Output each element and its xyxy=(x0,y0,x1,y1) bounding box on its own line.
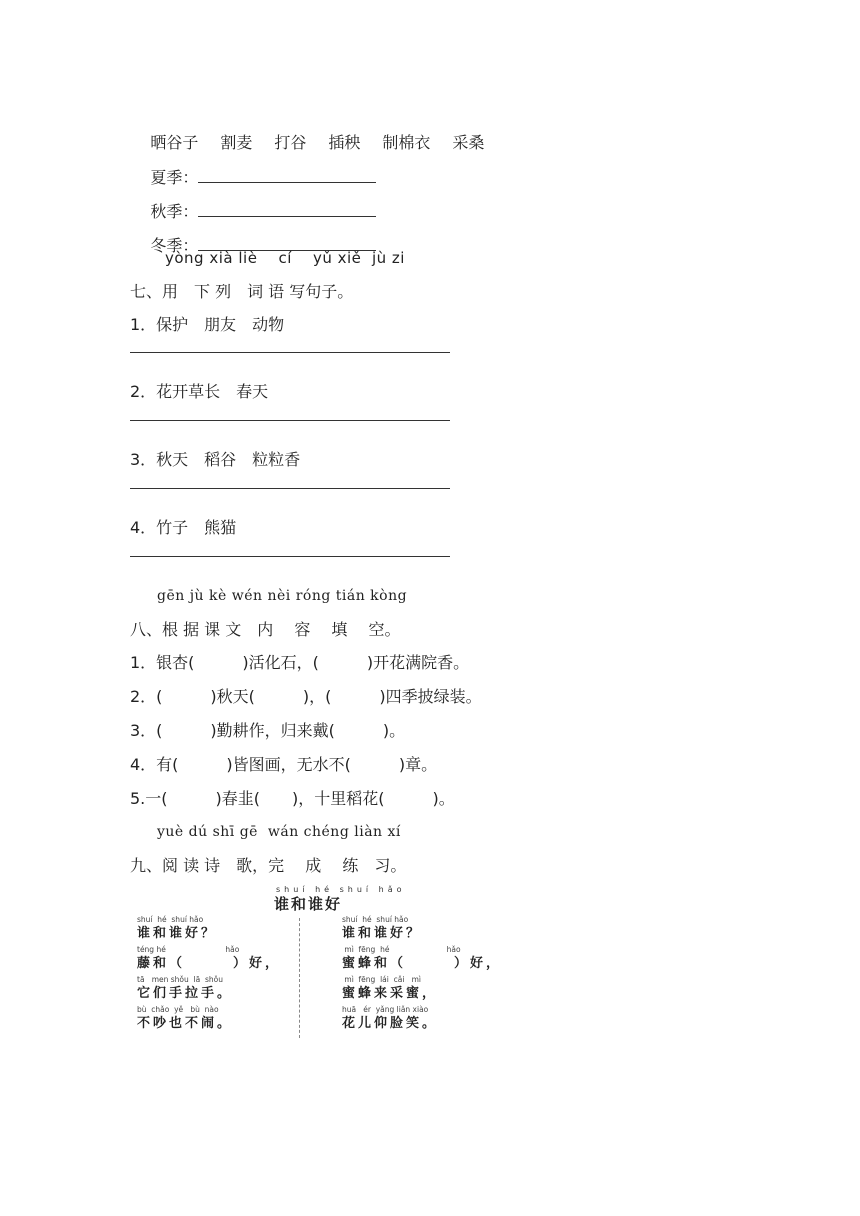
sentence-prompt-4: 4．竹子 熊猫 xyxy=(130,518,237,537)
poem-line: 谁和谁好？ xyxy=(137,926,218,941)
autumn-label: 秋季： xyxy=(150,202,199,221)
section7-pinyin: yòng xià liè cí yǔ xiě jù zi xyxy=(165,249,405,267)
poem-line-pinyin: shuí hé shuí hǎo xyxy=(342,915,409,924)
poem-line-pinyin: huā ér yǎng liǎn xiào xyxy=(342,1005,429,1014)
poem-title-pinyin: shuí hé shuí hǎo xyxy=(276,885,406,894)
poem-line-pinyin: téng hé hǎo xyxy=(137,945,240,954)
section9-pinyin: yuè dú shī gē wán chéng liàn xí xyxy=(157,824,401,840)
poem-line-pinyin: mì fēng lái cǎi mì xyxy=(342,975,421,984)
section7-title: 七、用 下 列 词 语 写句子。 xyxy=(130,282,354,301)
word-item: 采桑 xyxy=(452,133,485,152)
poem-line: 蜜蜂来采蜜， xyxy=(342,986,439,1001)
fill-blank-item-4: 4．有( )皆图画，无水不( )章。 xyxy=(130,755,438,774)
poem-line-pinyin: bù chǎo yě bù nào xyxy=(137,1005,219,1014)
sentence-prompt-3: 3．秋天 稻谷 粒粒香 xyxy=(130,450,301,469)
sentence-answer-line-1[interactable] xyxy=(130,352,450,353)
poem-title: 谁和谁好 xyxy=(274,895,343,913)
section9-title: 九、阅 读 诗 歌，完 成 练 习。 xyxy=(130,856,407,875)
word-item: 晒谷子 xyxy=(150,133,199,152)
summer-label: 夏季： xyxy=(150,168,199,187)
poem-line-pinyin: shuí hé shuí hǎo xyxy=(137,915,204,924)
poem-right-stanza xyxy=(342,915,502,1035)
section8-pinyin: gēn jù kè wén nèi róng tián kòng xyxy=(157,588,408,604)
poem-line-blank: 藤和（ ）好， xyxy=(137,956,282,971)
poem-line: 花儿仰脸笑。 xyxy=(342,1016,439,1031)
fill-blank-item-1: 1．银杏( )活化石，( )开花满院香。 xyxy=(130,653,470,672)
poem-line-pinyin: mì fēng hé hǎo xyxy=(342,945,461,954)
poem-divider xyxy=(299,918,300,1038)
poem-line-blank: 蜜蜂和（ ）好， xyxy=(342,956,503,971)
word-item: 割麦 xyxy=(220,133,253,152)
poem-line: 它们手拉手。 xyxy=(137,986,234,1001)
word-item: 制棉衣 xyxy=(382,133,431,152)
sentence-answer-line-4[interactable] xyxy=(130,556,450,557)
fill-blank-item-5: 5.一( )春韭( )，十里稻花( )。 xyxy=(130,789,455,808)
winter-label: 冬季： xyxy=(150,236,199,255)
section8-title: 八、根 据 课 文 内 容 填 空。 xyxy=(130,620,401,639)
poem-line: 谁和谁好？ xyxy=(342,926,423,941)
winter-row xyxy=(130,213,376,279)
word-item: 打谷 xyxy=(274,133,307,152)
sentence-answer-line-2[interactable] xyxy=(130,420,450,421)
poem-line-pinyin: tā men shǒu lā shǒu xyxy=(137,975,223,984)
sentence-prompt-1: 1．保护 朋友 动物 xyxy=(130,315,285,334)
sentence-answer-line-3[interactable] xyxy=(130,488,450,489)
poem-left-stanza xyxy=(137,915,297,1035)
word-item: 插秧 xyxy=(328,133,361,152)
poem-line: 不吵也不闹。 xyxy=(137,1016,234,1031)
fill-blank-item-3: 3．( )勤耕作，归来戴( )。 xyxy=(130,721,406,740)
sentence-prompt-2: 2．花开草长 春天 xyxy=(130,382,269,401)
fill-blank-item-2: 2．( )秋天( )，( )四季披绿装。 xyxy=(130,687,482,706)
